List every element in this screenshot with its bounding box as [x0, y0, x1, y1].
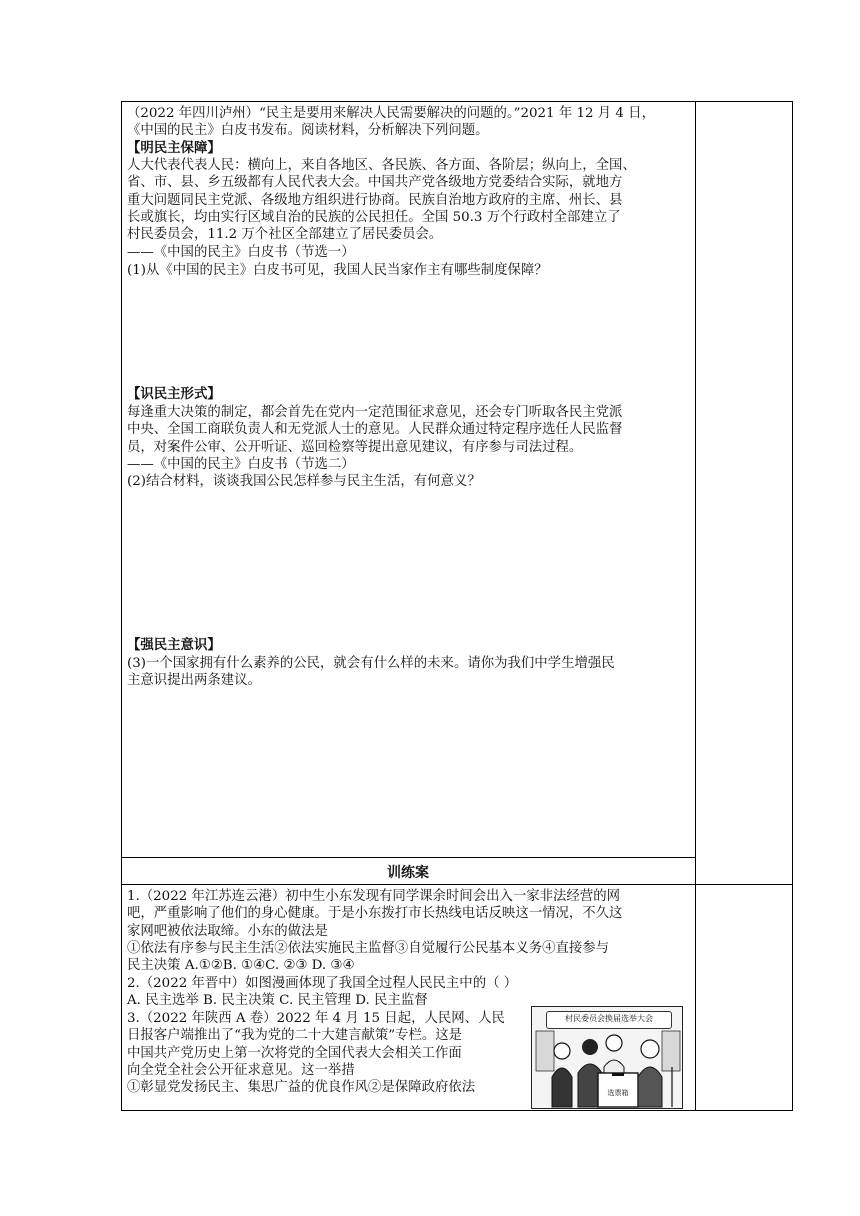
part1-body-line: 人大代表代表人民：横向上，来自各地区、各民族、各方面、各阶层；纵向上，全国、: [127, 158, 636, 173]
election-cartoon-illustration: [531, 1006, 683, 1109]
material-intro: [127, 105, 691, 140]
cartoon-banner: 村民委员会换届选举大会: [546, 1011, 672, 1029]
material-intro-line: 《中国的民主》白皮书发布。阅读材料，分析解决下列问题。: [127, 123, 489, 139]
section-divider-bottom: [121, 884, 793, 885]
table-column-divider: [695, 101, 696, 1111]
exercise-2-line: 2.（2022 年晋中）如图漫画体现了我国全过程人民民主中的（ ）: [127, 976, 518, 991]
exercise-3-line: ①彰显党发扬民主、集思广益的优良作风②是保障政府依法: [127, 1080, 476, 1096]
exercise-1-line: 家网吧被依法取缔。小东的做法是: [127, 923, 328, 939]
part1-body-line: 长或旗长，均由实行区域自治的民族的公民担任。全国 50.3 万个行政村全部建立了: [127, 209, 621, 225]
exercise-2-line: A. 民主选举 B. 民主决策 C. 民主管理 D. 民主监督: [127, 993, 428, 1009]
part2-body-line: 中央、全国工商联负责人和无党派人士的意见。人民群众通过特定程序选任人民监督: [127, 422, 623, 438]
exercise-1: [127, 888, 691, 974]
material-intro-line: （2022 年四川泸州）“民主是要用来解决人民需要解决的问题的。”2021 年 12 月 4 日，: [127, 106, 655, 121]
exercise-1-line: 1.（2022 年江苏连云港）初中生小东发现有同学课余时间会出入一家非法经营的网: [127, 889, 620, 904]
part2-heading: 【识民主形式】: [127, 386, 221, 402]
part2-source: ——《中国的民主》白皮书（节选二）: [127, 457, 355, 472]
part2-body: [127, 404, 691, 456]
part1-heading: 【明民主保障】: [127, 140, 221, 156]
exercise-3: [127, 1010, 527, 1096]
part2-body-line: 员，对案件公审、公开听证、巡回检察等提出意见建议，有序参与司法过程。: [127, 439, 583, 455]
section-title: 训练案: [387, 865, 429, 881]
question-1: (1)从《中国的民主》白皮书可见，我国人民当家作主有哪些制度保障？: [127, 263, 548, 278]
part1-body-line: 重大问题同民主党派、各级地方组织进行协商。民族自治地方政府的主席、州长、县: [127, 192, 623, 208]
exercise-1-line: ①依法有序参与民主生活②依法实施民主监督③自觉履行公民基本义务④直接参与: [127, 940, 610, 956]
exercise-1-line: 民主决策 A.①②B. ①④C. ②③ D. ③④: [127, 958, 355, 974]
question-3: [127, 655, 691, 690]
exercise-1-line: 吧，严重影响了他们的身心健康。于是小东拨打市长热线电话反映这一情况，不久这: [127, 906, 623, 922]
question-3-line: 主意识提出两条建议。: [127, 673, 261, 689]
part2-body-line: 每逢重大决策的制定，都会首先在党内一定范围征求意见，还会专门听取各民主党派: [127, 405, 623, 420]
part1-body-line: 省、市、县、乡五级都有人民代表大会。中国共产党各级地方党委结合实际，就地方: [127, 175, 623, 191]
ballot-box-label: 选票箱: [607, 1089, 629, 1097]
exercise-3-line: 3.（2022 年陕西 A 卷）2022 年 4 月 15 日起，人民网、人民: [127, 1011, 505, 1026]
exercise-3-line: 向全党全社会公开征求意见。这一举措: [127, 1062, 355, 1078]
part3-heading: 【强民主意识】: [127, 637, 221, 653]
section-divider-top: [121, 857, 695, 858]
question-3-line: (3)一个国家拥有什么素养的公民，就会有什么样的未来。请你为我们中学生增强民: [127, 656, 615, 671]
exercise-3-line: 中国共产党历史上第一次将党的全国代表大会相关工作面: [127, 1045, 462, 1061]
part1-source: ——《中国的民主》白皮书（节选一）: [127, 245, 355, 260]
part1-body: [127, 157, 691, 243]
part1-body-line: 村民委员会，11.2 万个社区全部建立了居民委员会。: [127, 227, 443, 243]
exercise-2: [127, 975, 691, 1010]
cartoon-drawing: [532, 1007, 683, 1109]
exercise-3-line: 日报客户端推出了“我为党的二十大建言献策”专栏。这是: [127, 1028, 463, 1044]
question-2: (2)结合材料，谈谈我国公民怎样参与民主生活，有何意义？: [127, 474, 481, 489]
